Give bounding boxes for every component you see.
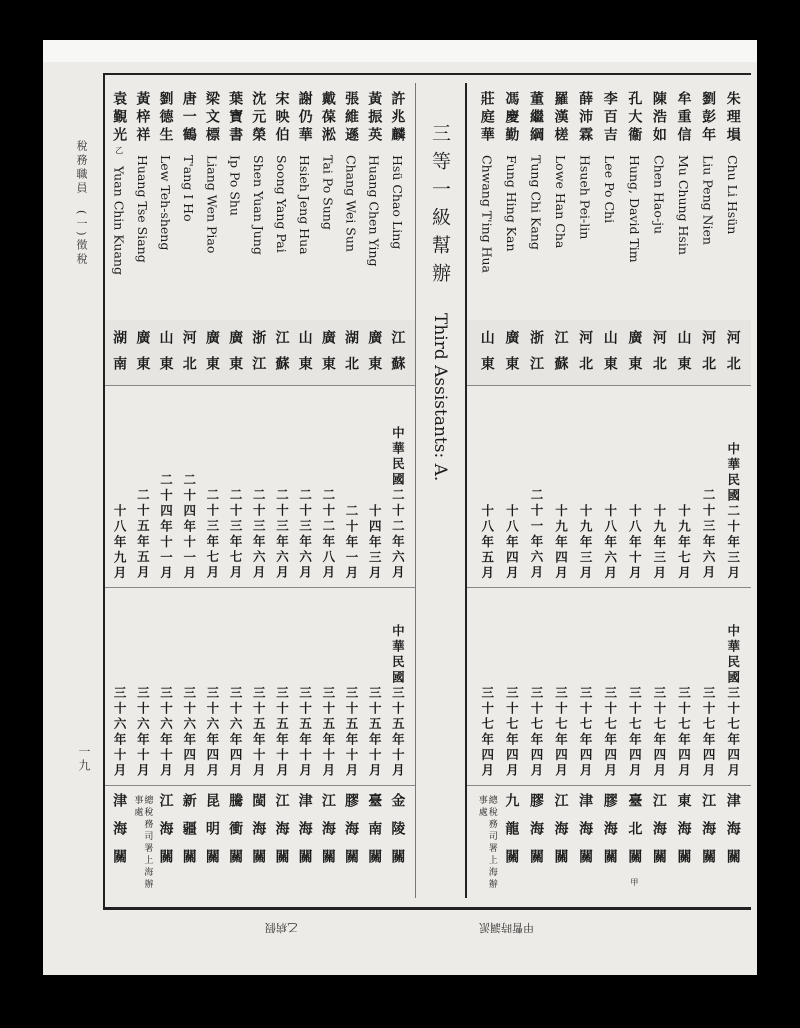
appointed-date: 十九年三月: [578, 503, 594, 581]
assigned-date: 中華民國三十七年四月: [725, 624, 741, 779]
assigned-date: 三十七年四月: [602, 686, 618, 779]
assigned-date: 三十七年四月: [651, 686, 667, 779]
chinese-name: 沈元榮: [250, 91, 267, 145]
assigned-date-column: [293, 587, 316, 785]
chinese-name: 朱理塤: [724, 91, 741, 145]
province: 河北: [180, 330, 197, 382]
section-title-band: [415, 83, 465, 898]
province: 河北: [724, 330, 741, 382]
appointed-date-column: [270, 385, 293, 587]
running-header: 稅務職員 (一)徵稅: [75, 140, 88, 267]
station: 津海關: [296, 793, 313, 877]
station-column: [177, 785, 200, 898]
frame-rule-bottom: [103, 907, 751, 910]
assigned-date: 三十七年四月: [504, 686, 520, 779]
station: 總稅務司署上海辦事處: [476, 795, 497, 891]
appointed-date: 十九年四月: [553, 503, 569, 581]
romanized-name: Mu Chung Hsin: [676, 155, 692, 255]
romanized-name: Yuan Chin Kuang: [111, 166, 127, 275]
station-column: [154, 785, 177, 898]
province: 廣東: [203, 330, 220, 382]
province-column: [720, 320, 745, 385]
chinese-name: 戴葆淞: [319, 91, 336, 145]
romanized-name: Hsueh Pei-lin: [577, 155, 593, 240]
chinese-name: 陳浩如: [650, 91, 667, 145]
province-column: [224, 320, 247, 385]
station-column: [363, 785, 386, 898]
appointed-date-column: [339, 385, 362, 587]
station: 津海關: [111, 793, 128, 877]
province-column: [363, 320, 386, 385]
station-column: [622, 785, 647, 898]
assigned-date: 三十五年十月: [297, 686, 313, 779]
assigned-date-column: [247, 587, 270, 785]
province-column: [339, 320, 362, 385]
assigned-date-column: [548, 587, 573, 785]
names-band: [105, 83, 415, 321]
appointed-date: 十八年九月: [112, 503, 128, 581]
assigned-date-column: [696, 587, 721, 785]
station: 新疆關: [180, 793, 197, 877]
province: 廣東: [626, 330, 643, 382]
romanized-name: Lee Po Chi: [602, 155, 618, 224]
station-column: [131, 785, 154, 898]
province: 廣東: [503, 330, 520, 382]
name-column: [108, 83, 131, 320]
province-column: [131, 320, 154, 385]
province: 浙江: [527, 330, 544, 382]
station-column: [339, 785, 362, 898]
section-title-en: Third Assistants: A.: [430, 313, 450, 482]
romanized-name: Chen Hao-ju: [651, 155, 667, 235]
assigned-date: 三十六年四月: [204, 686, 220, 779]
romanized-name: Tung Chi Kang: [528, 155, 544, 250]
chinese-name: 羅漢槎: [552, 91, 569, 145]
province-column: [293, 320, 316, 385]
assigned-date-column: [131, 587, 154, 785]
appointed-date-column: [499, 385, 524, 587]
assigned-date: 三十五年十月: [274, 686, 290, 779]
chinese-name: 梁文標: [203, 91, 220, 145]
footnote-mark: 乙: [115, 146, 124, 155]
province: 江蘇: [552, 330, 569, 382]
province-column: [696, 320, 721, 385]
province: 山東: [478, 330, 495, 382]
province: 河北: [650, 330, 667, 382]
appointed-date: 二十三年七月: [228, 488, 244, 581]
romanized-name: Hsü Chao Ling: [389, 155, 405, 250]
chinese-name: 李百吉: [601, 91, 618, 145]
province-column: [548, 320, 573, 385]
province-column: [647, 320, 672, 385]
station: 江海關: [273, 793, 290, 877]
province: 河北: [577, 330, 594, 382]
assigned-date-column: [647, 587, 672, 785]
appointed-date-column: [548, 385, 573, 587]
left-roster-table: [105, 83, 416, 898]
province: 山東: [601, 330, 618, 382]
name-column: [200, 83, 223, 320]
chinese-name: 葉寶書: [227, 91, 244, 145]
name-column: [647, 83, 672, 320]
province: 廣東: [319, 330, 336, 382]
province-column: [597, 320, 622, 385]
appointed-date: 二十年一月: [344, 503, 360, 581]
name-column: [671, 83, 696, 320]
assigned-date: 三十七年四月: [578, 686, 594, 779]
name-column: [386, 83, 409, 320]
assigned-date-column: [671, 587, 696, 785]
province-column: [247, 320, 270, 385]
appointed-date-column: [154, 385, 177, 587]
romanized-name: Huang Chen Ying: [366, 155, 382, 267]
appointed-date-column: [622, 385, 647, 587]
province-column: [316, 320, 339, 385]
assigned-date: 三十七年四月: [528, 686, 544, 779]
appointed-date-column: [720, 385, 745, 587]
assigned-date: 三十六年十月: [158, 686, 174, 779]
station: 昆明關: [203, 793, 220, 877]
romanized-name: Chu Li Hsün: [725, 155, 741, 235]
appointed-date: 二十三年六月: [251, 488, 267, 581]
appointed-date: 二十三年六月: [297, 488, 313, 581]
name-column: [720, 83, 745, 320]
province-column: [270, 320, 293, 385]
assigned-date-column: [177, 587, 200, 785]
chinese-name: 劉彭年: [700, 91, 717, 145]
assigned-date: 三十六年四月: [228, 686, 244, 779]
station: 閩海關: [250, 793, 267, 877]
station: 津海關: [724, 793, 741, 877]
station: 膠海關: [343, 793, 360, 877]
province-column: [177, 320, 200, 385]
assigned-date: 三十七年四月: [676, 686, 692, 779]
name-column: [177, 83, 200, 320]
appointed-date-column: [386, 385, 409, 587]
name-column: [597, 83, 622, 320]
scanned-page: [43, 40, 757, 975]
province: 廣東: [366, 330, 383, 382]
station-band: [105, 785, 415, 898]
appointed-date: 十八年四月: [504, 503, 520, 581]
assigned-date-column: [720, 587, 745, 785]
name-column: [154, 83, 177, 320]
appointed-date-column: [200, 385, 223, 587]
station: 九龍關: [503, 793, 520, 877]
chinese-name: 莊庭華: [478, 91, 495, 145]
appointed-date-band: [105, 385, 415, 588]
chinese-name: 黃振英: [366, 91, 383, 145]
romanized-name: Hsieh Jeng Hua: [297, 155, 313, 255]
province-column: [622, 320, 647, 385]
assigned-date: 三十六年四月: [181, 686, 197, 779]
station-band: [467, 785, 751, 898]
section-title: [427, 123, 454, 482]
romanized-name: Ip Po Shu: [227, 155, 243, 216]
chinese-name: 謝仍華: [296, 91, 313, 145]
chinese-name: 張維遜: [343, 91, 360, 145]
appointed-date: 二十三年七月: [204, 488, 220, 581]
station: 江海關: [700, 793, 717, 877]
appointed-date: 十八年十月: [627, 503, 643, 581]
appointed-date: 十九年七月: [676, 503, 692, 581]
chinese-name: 孔大衞: [626, 91, 643, 145]
name-column: [247, 83, 270, 320]
station: 江海關: [552, 793, 569, 877]
name-column: [270, 83, 293, 320]
province-column: [671, 320, 696, 385]
right-roster-table: [465, 83, 751, 898]
romanized-name: Lowe Han Cha: [553, 155, 569, 249]
station: 金陵關: [389, 793, 406, 877]
name-column: [474, 83, 499, 320]
station: 江海關: [319, 793, 336, 877]
name-column: [339, 83, 362, 320]
province: 湖南: [111, 330, 128, 382]
assigned-date-column: [200, 587, 223, 785]
province-column: [474, 320, 499, 385]
province: 廣東: [134, 330, 151, 382]
appointed-date-column: [316, 385, 339, 587]
station: 臺北關: [626, 793, 643, 877]
station-column: [671, 785, 696, 898]
appointed-date-column: [524, 385, 549, 587]
appointed-date-column: [108, 385, 131, 587]
chinese-name: 宋映伯: [273, 91, 290, 145]
name-column: [293, 83, 316, 320]
station: 總稅務司署上海辦事處: [132, 795, 153, 891]
station: 臺南關: [366, 793, 383, 877]
assigned-date-column: [339, 587, 362, 785]
appointed-date-column: [573, 385, 598, 587]
province: 湖北: [343, 330, 360, 382]
station-column: [224, 785, 247, 898]
station-column: [474, 785, 499, 898]
appointed-date: 二十三年六月: [701, 488, 717, 581]
station: 東海關: [675, 793, 692, 877]
name-column: [573, 83, 598, 320]
appointed-date-column: [131, 385, 154, 587]
station-column: [247, 785, 270, 898]
appointed-date: 二十五年五月: [135, 488, 151, 581]
chinese-name: 馮慶勤: [503, 91, 520, 145]
romanized-name: T'ang I Ho: [181, 155, 197, 222]
province: 廣東: [227, 330, 244, 382]
names-band: [467, 83, 751, 321]
province: 江蘇: [273, 330, 290, 382]
assigned-date-column: [108, 587, 131, 785]
assigned-date-column: [597, 587, 622, 785]
appointed-date-column: [224, 385, 247, 587]
assigned-date: 三十七年四月: [701, 686, 717, 779]
appointed-date: 十八年六月: [602, 503, 618, 581]
station-column: [647, 785, 672, 898]
chinese-name: 袁覲光: [111, 91, 128, 145]
assigned-date: 三十七年四月: [627, 686, 643, 779]
station-column: [386, 785, 409, 898]
name-column: [548, 83, 573, 320]
romanized-name: Shen Yuan Jung: [250, 155, 266, 255]
chinese-name: 薛沛霖: [577, 91, 594, 145]
page-edge: [43, 40, 757, 62]
assigned-date-column: [363, 587, 386, 785]
appointed-date: 二十一年六月: [528, 488, 544, 581]
name-column: [363, 83, 386, 320]
province-column: [499, 320, 524, 385]
chinese-name: 董繼綱: [527, 91, 544, 145]
footnote-mark: 甲: [630, 878, 639, 887]
appointed-date: 中華民國二十年三月: [725, 441, 741, 581]
name-column: [622, 83, 647, 320]
province-column: [108, 320, 131, 385]
romanized-name: Fung Hing Kan: [503, 155, 519, 252]
name-column: [696, 83, 721, 320]
province: 山東: [157, 330, 174, 382]
romanized-name: Tai Po Sung: [320, 155, 336, 230]
romanized-name: Hung, David Tim: [626, 155, 642, 263]
station: 騰衝關: [227, 793, 244, 877]
chinese-name: 牟重信: [675, 91, 692, 145]
station: 膠海關: [601, 793, 618, 877]
appointed-date: 十九年三月: [651, 503, 667, 581]
chinese-name: 許兆麟: [389, 91, 406, 145]
name-column: [131, 83, 154, 320]
assigned-date: 三十七年四月: [553, 686, 569, 779]
appointed-date: 十八年五月: [479, 503, 495, 581]
province-column: [200, 320, 223, 385]
assigned-date-column: [270, 587, 293, 785]
footnote-sick-leave: 乙病假: [265, 921, 298, 934]
assigned-date-column: [622, 587, 647, 785]
assigned-date: 三十五年十月: [344, 686, 360, 779]
assigned-date: 三十七年四月: [479, 686, 495, 779]
assigned-date-column: [154, 587, 177, 785]
province: 河北: [700, 330, 717, 382]
station-column: [270, 785, 293, 898]
station: 津海關: [577, 793, 594, 877]
station-column: [720, 785, 745, 898]
assigned-date-column: [474, 587, 499, 785]
appointed-date: 十四年三月: [367, 503, 383, 581]
section-title-zh: 三等一級幫辦: [429, 123, 451, 291]
assigned-date-column: [224, 587, 247, 785]
assigned-date-band: [105, 587, 415, 786]
province: 山東: [296, 330, 313, 382]
assigned-date-column: [573, 587, 598, 785]
province-column: [386, 320, 409, 385]
chinese-name: 唐一鶴: [180, 91, 197, 145]
chinese-name: 劉德生: [157, 91, 174, 145]
romanized-name: Chwang T'ing Hua: [479, 155, 495, 273]
footnote-temporary-assignment: 甲暫時調派: [479, 921, 534, 934]
appointed-date: 二十二年八月: [320, 488, 336, 581]
appointed-date-column: [597, 385, 622, 587]
station: 江海關: [650, 793, 667, 877]
appointed-date: 二十三年六月: [274, 488, 290, 581]
province-band: [467, 320, 751, 386]
station-column: [597, 785, 622, 898]
name-column: [316, 83, 339, 320]
station-column: [108, 785, 131, 898]
chinese-name: 黃梓祥: [134, 91, 151, 145]
station: 江海關: [157, 793, 174, 877]
romanized-name: Chang Wei Sun: [343, 155, 359, 252]
station-column: [548, 785, 573, 898]
assigned-date-column: [316, 587, 339, 785]
name-column: [499, 83, 524, 320]
assigned-date: 三十六年十月: [112, 686, 128, 779]
appointed-date-column: [363, 385, 386, 587]
appointed-date: 中華民國二十二年六月: [390, 426, 406, 581]
appointed-date-column: [671, 385, 696, 587]
romanized-name: Liu Peng Nien: [700, 155, 716, 245]
station-column: [524, 785, 549, 898]
appointed-date: 二十四年十一月: [181, 472, 197, 581]
province-column: [154, 320, 177, 385]
province-column: [524, 320, 549, 385]
assigned-date: 三十五年十月: [251, 686, 267, 779]
appointed-date-column: [247, 385, 270, 587]
station-column: [499, 785, 524, 898]
assigned-date: 三十五年十月: [320, 686, 336, 779]
appointed-date-band: [467, 385, 751, 588]
assigned-date-column: [524, 587, 549, 785]
province-column: [573, 320, 598, 385]
appointed-date-column: [177, 385, 200, 587]
appointed-date-column: [293, 385, 316, 587]
appointed-date-column: [696, 385, 721, 587]
station-column: [293, 785, 316, 898]
station-column: [696, 785, 721, 898]
province: 浙江: [250, 330, 267, 382]
assigned-date: 三十六年十月: [135, 686, 151, 779]
appointed-date-column: [474, 385, 499, 587]
province-band: [105, 320, 415, 386]
page-number: 一九: [77, 745, 91, 773]
assigned-date-band: [467, 587, 751, 786]
appointed-date: 二十四年十一月: [158, 472, 174, 581]
province: 江蘇: [389, 330, 406, 382]
assigned-date: 三十五年十月: [367, 686, 383, 779]
name-column: [524, 83, 549, 320]
romanized-name: Soong Yang Pai: [273, 155, 289, 253]
station: 膠海關: [527, 793, 544, 877]
romanized-name: Lew Teh-sheng: [158, 155, 174, 251]
station-column: [573, 785, 598, 898]
assigned-date-column: [386, 587, 409, 785]
romanized-name: Huang Tse Siang: [134, 155, 150, 263]
station-column: [200, 785, 223, 898]
assigned-date-column: [499, 587, 524, 785]
table-frame: [103, 73, 751, 910]
assigned-date: 中華民國三十五年十月: [390, 624, 406, 779]
province: 山東: [675, 330, 692, 382]
name-column: [224, 83, 247, 320]
frame-rule-top: [103, 73, 751, 75]
romanized-name: Liang Wen Piao: [204, 155, 220, 254]
appointed-date-column: [647, 385, 672, 587]
station-column: [316, 785, 339, 898]
